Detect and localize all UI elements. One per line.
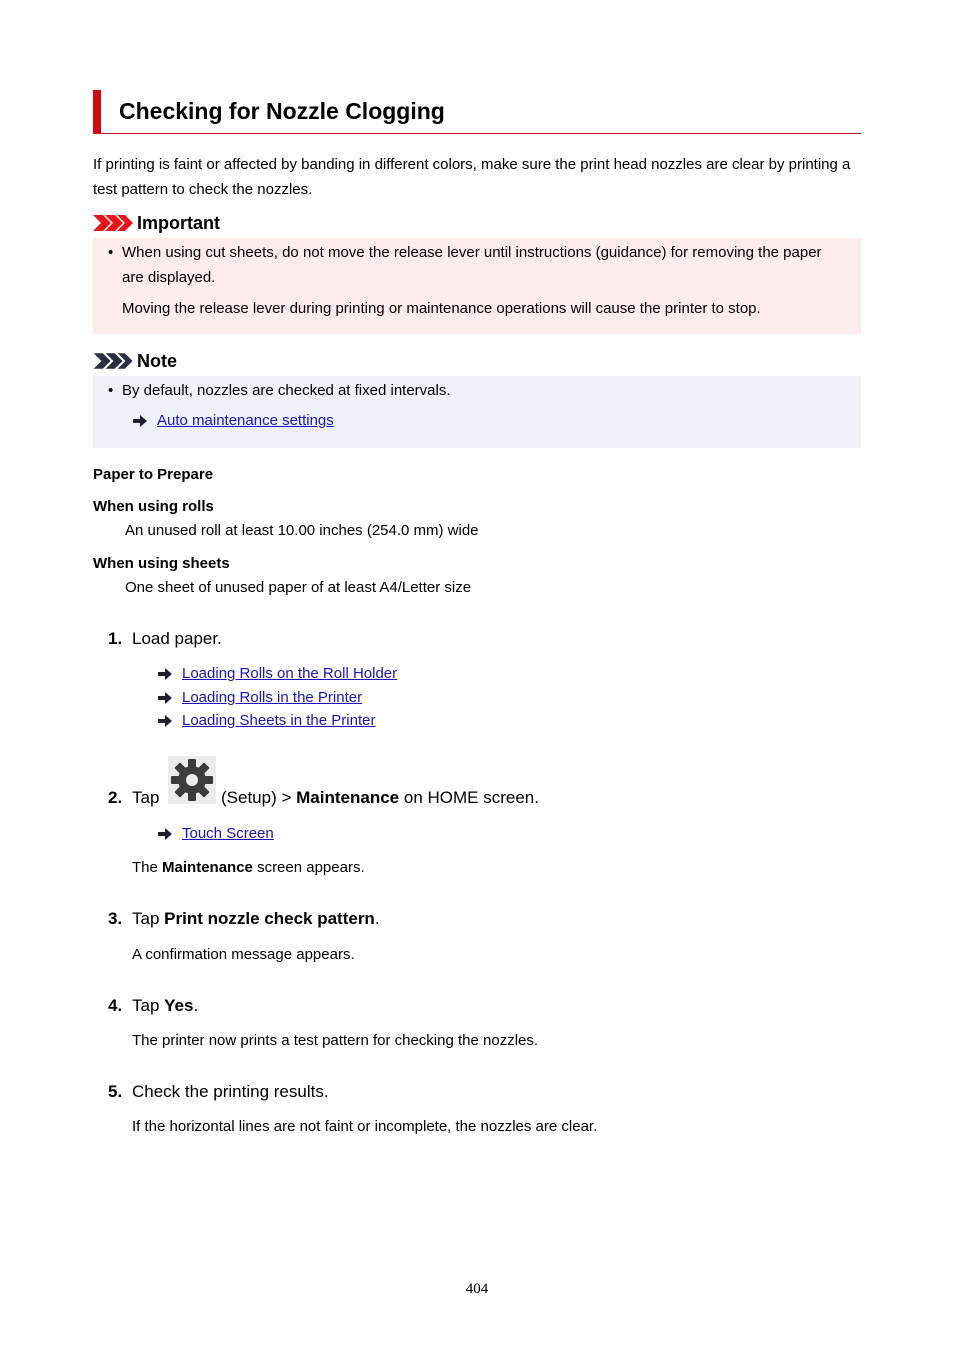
step-4-desc: The printer now prints a test pattern for checking the nozzles.: [132, 1032, 539, 1049]
step-2-text: [132, 788, 159, 808]
arrow-right-icon: [133, 415, 147, 427]
note-heading: [93, 349, 177, 373]
arrow-right-icon: [158, 828, 172, 840]
step-2-pre: Tap: [132, 788, 160, 807]
note-bullet-text: By default, nozzles are checked at fixed intervals.: [122, 382, 451, 399]
page-title: Checking for Nozzle Clogging: [119, 98, 445, 124]
auto-maintenance-settings-link[interactable]: Auto maintenance settings: [157, 412, 334, 429]
arrow-right-icon: [158, 715, 172, 727]
step-2-desc-bold: Maintenance: [162, 859, 253, 876]
bullet: •: [108, 382, 114, 399]
important-label: Important: [137, 212, 220, 233]
paper-heading: Paper to Prepare: [93, 466, 214, 483]
important-paragraph: Moving the release lever during printing or maintenance operations will cause the printer to stop.: [122, 300, 761, 317]
step-1-link-row: [158, 689, 362, 706]
note-box: [93, 376, 861, 448]
rolls-text: An unused roll at least 10.00 inches (254.0 mm) wide: [125, 522, 479, 539]
sheets-label: When using sheets: [93, 555, 230, 572]
step-1-link-row: [158, 665, 397, 682]
step-3-desc: A confirmation message appears.: [132, 946, 355, 963]
touch-screen-link[interactable]: Touch Screen: [182, 825, 274, 842]
arrow-right-icon: [158, 668, 172, 680]
step-5-desc: If the horizontal lines are not faint or incomplete, the nozzles are clear.: [132, 1118, 598, 1135]
important-chevrons-icon: [93, 215, 133, 231]
step-2-link-row: [158, 825, 274, 842]
step-4-pre: Tap: [132, 996, 160, 1015]
note-chevrons-icon: [93, 353, 133, 369]
loading-rolls-printer-link[interactable]: Loading Rolls in the Printer: [182, 689, 363, 706]
step-3-post: .: [374, 909, 380, 928]
step-2-post: on HOME screen.: [403, 788, 539, 807]
step-4-post: .: [193, 996, 199, 1015]
step-2-mid: (Setup) >: [221, 788, 292, 807]
step-4-text: [132, 996, 198, 1016]
important-heading: [93, 211, 220, 235]
step-number: 1.: [108, 629, 123, 648]
bullet: •: [108, 244, 114, 261]
step-number: 5.: [108, 1082, 123, 1101]
important-bullet-text: When using cut sheets, do not move the release lever until instructions (guidance) for removing the paper are displayed.: [122, 244, 822, 286]
sheets-text: One sheet of unused paper of at least A4/Letter size: [125, 579, 472, 596]
step-number: 4.: [108, 996, 123, 1015]
step-number: 3.: [108, 909, 123, 928]
important-box: [93, 238, 861, 334]
step-2-desc-pre: The: [132, 859, 158, 876]
page-number: 404: [465, 1281, 489, 1297]
loading-rolls-roll-holder-link[interactable]: Loading Rolls on the Roll Holder: [182, 665, 398, 682]
gear-icon: [168, 756, 216, 804]
step-5-text: Check the printing results.: [132, 1082, 329, 1101]
step-1-link-row: [158, 712, 375, 729]
arrow-right-icon: [158, 692, 172, 704]
step-3-bold: Print nozzle check pattern: [164, 909, 375, 928]
step-4-bold: Yes: [164, 996, 194, 1015]
title-accent-bar: [93, 90, 101, 133]
step-number: 2.: [108, 788, 123, 807]
step-1-text: Load paper.: [132, 629, 222, 648]
step-3-text: [132, 909, 380, 929]
note-link-row: [133, 412, 334, 429]
rolls-label: When using rolls: [93, 498, 214, 515]
loading-sheets-printer-link[interactable]: Loading Sheets in the Printer: [182, 712, 376, 729]
title-block: [93, 90, 861, 134]
step-2-rest: [221, 788, 539, 808]
step-2-desc-post: screen appears.: [257, 859, 365, 876]
step-2-bold: Maintenance: [296, 788, 400, 807]
step-3-pre: Tap: [132, 909, 160, 928]
setup-gear-tile: [168, 756, 216, 804]
step-2-desc: [132, 859, 365, 876]
intro-paragraph: If printing is faint or affected by banding in different colors, make sure the print head nozzles are clear by printing a test pattern to check the nozzles.: [93, 156, 851, 198]
note-label: Note: [137, 350, 177, 371]
